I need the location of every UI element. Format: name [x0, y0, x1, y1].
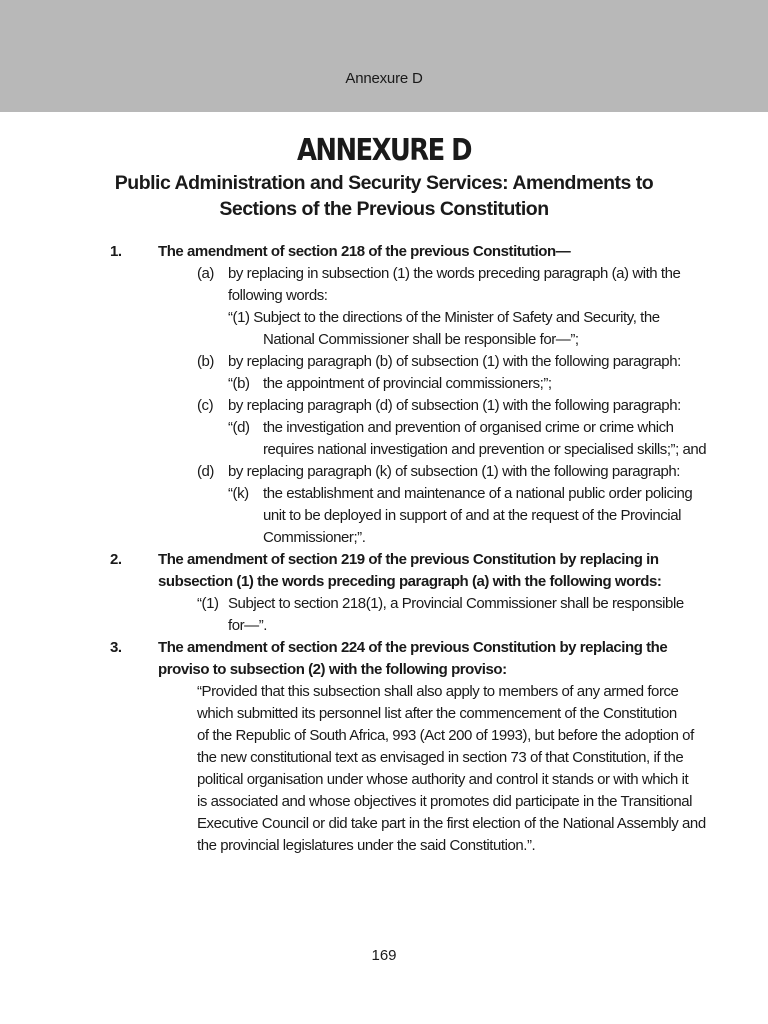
item-heading-text: proviso to subsection (2) with the following proviso: — [158, 661, 507, 678]
quote-line — [0, 615, 768, 637]
quote-text: Subject to section 218(1), a Provincial Commissioner shall be responsible — [228, 595, 684, 612]
page-header — [0, 0, 768, 112]
subitem-c — [0, 395, 768, 417]
proviso-line — [0, 835, 768, 857]
item-2-heading — [0, 549, 768, 571]
quote-text: unit to be deployed in support of and at the request of the Provincial — [263, 507, 681, 524]
item-heading-text: The amendment of section 224 of the previous Constitution by replacing the — [158, 639, 668, 656]
quote-line — [0, 373, 768, 395]
quote-line — [0, 483, 768, 505]
proviso-line — [0, 769, 768, 791]
quote-line — [0, 527, 768, 549]
item-2-heading-cont — [0, 571, 768, 593]
subtitle-line: Public Administration and Security Services: Amendments to — [114, 172, 654, 194]
item-number: 2. — [110, 551, 122, 568]
quote-label: “(1) — [197, 595, 219, 612]
quote-text: requires national investigation and prevention or specialised skills;”; and — [263, 441, 707, 458]
proviso-text: the new constitutional text as envisaged in section 73 of that Constitution, if the — [197, 749, 684, 766]
subitem-d — [0, 461, 768, 483]
item-3-heading-cont — [0, 659, 768, 681]
quote-text: “(1) Subject to the directions of the Minister of Safety and Security, the — [228, 309, 660, 326]
subitem-a-cont — [0, 285, 768, 307]
subitem-text: by replacing paragraph (d) of subsection (1) with the following paragraph: — [228, 397, 681, 414]
proviso-line — [0, 813, 768, 835]
page-title: ANNEXURE D — [296, 133, 472, 168]
subitem-label: (b) — [197, 353, 214, 370]
proviso-text: “Provided that this subsection shall also apply to members of any armed force — [197, 683, 679, 700]
quote-label: “(k) — [228, 485, 249, 502]
item-heading-text: subsection (1) the words preceding paragraph (a) with the following words: — [158, 573, 662, 590]
quote-line — [0, 505, 768, 527]
quote-line — [0, 439, 768, 461]
proviso-text: political organisation under whose authority and control it stands or with which it — [197, 771, 689, 788]
item-number: 3. — [110, 639, 122, 656]
quote-line — [0, 329, 768, 351]
quote-text: National Commissioner shall be responsible for—”; — [263, 331, 579, 348]
quote-label: “(d) — [228, 419, 250, 436]
item-1-heading — [0, 241, 768, 263]
proviso-text: the provincial legislatures under the said Constitution.”. — [197, 837, 536, 854]
proviso-line — [0, 725, 768, 747]
header-title: Annexure D — [345, 70, 423, 87]
proviso-text: which submitted its personnel list after the commencement of the Constitution — [197, 705, 677, 722]
subitem-label: (a) — [197, 265, 214, 282]
quote-text: the investigation and prevention of organised crime or crime which — [263, 419, 674, 436]
subitem-text: by replacing paragraph (k) of subsection (1) with the following paragraph: — [228, 463, 680, 480]
subitem-text: following words: — [228, 287, 328, 304]
quote-text: for—”. — [228, 617, 267, 634]
document-body — [0, 241, 768, 857]
proviso-line — [0, 703, 768, 725]
subitem-text: by replacing paragraph (b) of subsection (1) with the following paragraph: — [228, 353, 681, 370]
quote-text: the establishment and maintenance of a national public order policing — [263, 485, 693, 502]
item-heading-text: The amendment of section 219 of the previous Constitution by replacing in — [158, 551, 659, 568]
quote-line — [0, 307, 768, 329]
item-3-heading — [0, 637, 768, 659]
proviso-text: of the Republic of South Africa, 993 (Act 200 of 1993), but before the adoption of — [197, 727, 694, 744]
proviso-line — [0, 791, 768, 813]
subitem-text: by replacing in subsection (1) the words preceding paragraph (a) with the — [228, 265, 681, 282]
proviso-line — [0, 747, 768, 769]
quote-text: Commissioner;”. — [263, 529, 366, 546]
subitem-label: (c) — [197, 397, 214, 414]
quote-label: “(b) — [228, 375, 250, 392]
quote-line — [0, 417, 768, 439]
item-number: 1. — [110, 243, 122, 260]
proviso-line — [0, 681, 768, 703]
subitem-a — [0, 263, 768, 285]
quote-line — [0, 593, 768, 615]
subitem-label: (d) — [197, 463, 214, 480]
subtitle-line: Sections of the Previous Constitution — [219, 198, 549, 220]
subitem-b — [0, 351, 768, 373]
item-heading-text: The amendment of section 218 of the previous Constitution— — [158, 243, 571, 260]
proviso-text: Executive Council or did take part in the first election of the National Assembly and — [197, 815, 706, 832]
proviso-text: is associated and whose objectives it promotes did participate in the Transitional — [197, 793, 693, 810]
quote-text: the appointment of provincial commissioners;”; — [263, 375, 552, 392]
page-subtitle — [104, 170, 664, 222]
page-number: 169 — [371, 947, 397, 964]
